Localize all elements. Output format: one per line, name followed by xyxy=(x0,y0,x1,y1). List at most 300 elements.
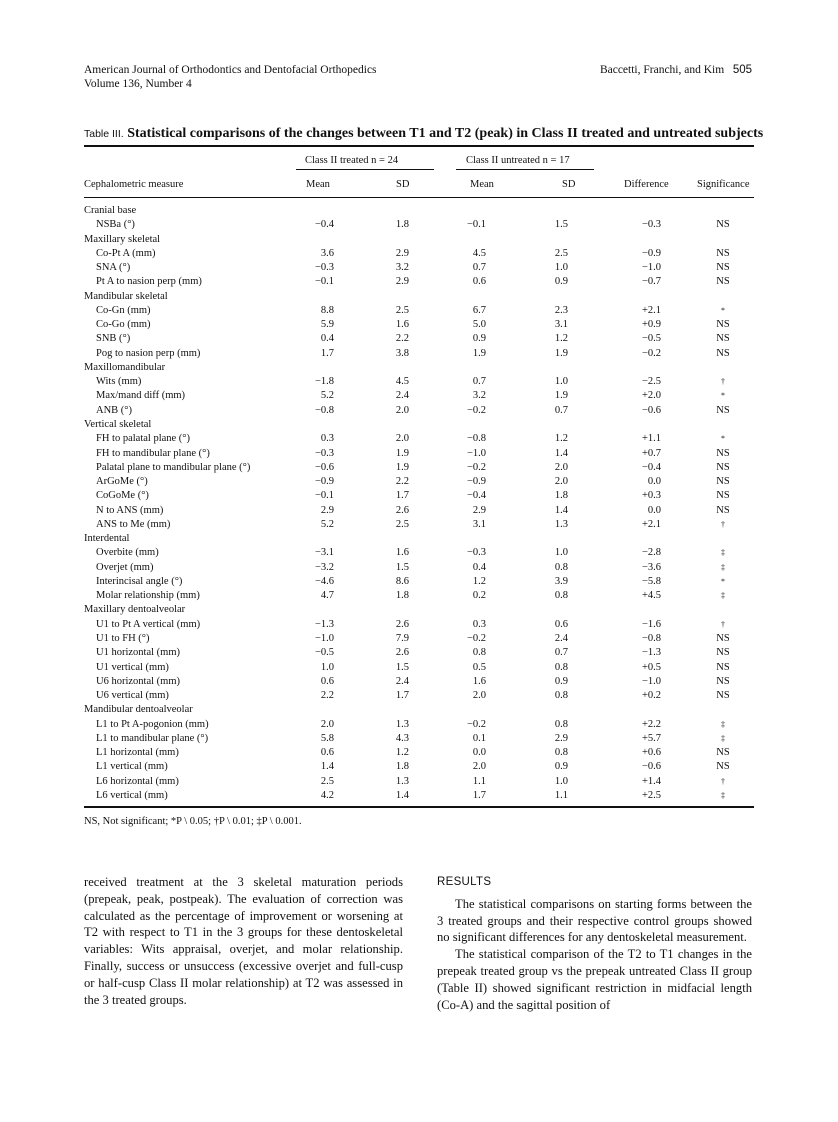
results-heading: RESULTS xyxy=(437,876,492,888)
significance-cell: NS xyxy=(716,647,730,659)
difference-cell: +2.5 xyxy=(641,789,661,801)
untreated-mean-cell: −0.1 xyxy=(466,219,486,231)
treated-mean-cell: −0.8 xyxy=(314,404,334,416)
untreated-sd-cell: 1.1 xyxy=(554,789,568,801)
significance-cell: † xyxy=(721,377,725,387)
table-row xyxy=(84,632,754,646)
measure-label: U1 vertical (mm) xyxy=(96,661,169,673)
treated-sd-cell: 1.3 xyxy=(395,775,409,787)
col-header-mean-untreated: Mean xyxy=(470,179,494,190)
treated-sd-cell: 2.0 xyxy=(395,433,409,445)
untreated-mean-cell: −0.2 xyxy=(466,632,486,644)
treated-sd-cell: 2.9 xyxy=(395,276,409,288)
treated-sd-cell: 1.5 xyxy=(395,661,409,673)
untreated-sd-cell: 0.8 xyxy=(554,690,568,702)
untreated-mean-cell: 6.7 xyxy=(472,304,486,316)
untreated-mean-cell: 0.7 xyxy=(472,376,486,388)
untreated-mean-cell: 1.2 xyxy=(472,575,486,587)
untreated-sd-cell: 1.0 xyxy=(554,376,568,388)
untreated-sd-cell: 2.9 xyxy=(554,732,568,744)
untreated-mean-cell: 2.9 xyxy=(472,504,486,516)
table-row xyxy=(84,732,754,746)
difference-cell: −0.7 xyxy=(641,276,661,288)
treated-mean-cell: 2.0 xyxy=(320,718,334,730)
treated-sd-cell: 3.2 xyxy=(395,262,409,274)
measure-label: ArGoMe (°) xyxy=(96,476,148,488)
untreated-mean-cell: 0.9 xyxy=(472,333,486,345)
measure-label: Overjet (mm) xyxy=(96,561,154,573)
significance-cell: * xyxy=(721,305,725,315)
table-row xyxy=(84,561,754,575)
significance-cell: NS xyxy=(716,690,730,702)
treated-mean-cell: −1.3 xyxy=(314,618,334,630)
treated-sd-cell: 2.6 xyxy=(395,618,409,630)
untreated-mean-cell: −0.2 xyxy=(466,404,486,416)
measure-label: FH to palatal plane (°) xyxy=(96,433,191,445)
difference-cell: +2.2 xyxy=(641,718,661,730)
measure-label: L1 to mandibular plane (°) xyxy=(96,732,209,744)
significance-cell: * xyxy=(721,576,725,586)
table-row xyxy=(84,347,754,361)
col-header-sd-treated: SD xyxy=(396,179,410,190)
treated-sd-cell: 1.7 xyxy=(395,690,409,702)
treated-mean-cell: −1.0 xyxy=(314,632,334,644)
right-column xyxy=(437,874,752,1013)
treated-mean-cell: −0.4 xyxy=(314,219,334,231)
measure-label: ANS to Me (mm) xyxy=(96,518,171,530)
measure-label: SNA (°) xyxy=(96,262,131,274)
table-row xyxy=(84,775,754,789)
untreated-sd-cell: 0.9 xyxy=(554,761,568,773)
untreated-mean-cell: 3.1 xyxy=(472,518,486,530)
measure-label: Max/mand diff (mm) xyxy=(96,390,186,402)
treated-mean-cell: −0.3 xyxy=(314,447,334,459)
untreated-mean-cell: 1.9 xyxy=(472,347,486,359)
table-row xyxy=(84,489,754,503)
treated-mean-cell: 5.2 xyxy=(320,390,334,402)
untreated-mean-cell: 2.0 xyxy=(472,690,486,702)
treated-sd-cell: 2.5 xyxy=(395,304,409,316)
treated-sd-cell: 2.2 xyxy=(395,476,409,488)
significance-cell: NS xyxy=(716,333,730,345)
measure-label: L1 to Pt A-pogonion (mm) xyxy=(96,718,209,730)
difference-cell: −1.3 xyxy=(641,647,661,659)
untreated-sd-cell: 0.9 xyxy=(554,276,568,288)
measure-label: Co-Go (mm) xyxy=(96,319,151,331)
measure-label: L6 vertical (mm) xyxy=(96,789,168,801)
treated-mean-cell: 0.3 xyxy=(320,433,334,445)
authors: Baccetti, Franchi, and Kim xyxy=(599,64,725,76)
significance-cell: NS xyxy=(716,347,730,359)
treated-sd-cell: 3.8 xyxy=(395,347,409,359)
difference-cell: +0.2 xyxy=(641,690,661,702)
untreated-mean-cell: 0.5 xyxy=(472,661,486,673)
table-category-row xyxy=(84,233,754,247)
difference-cell: +2.1 xyxy=(641,304,661,316)
treated-sd-cell: 2.2 xyxy=(395,333,409,345)
treated-sd-cell: 7.9 xyxy=(395,632,409,644)
difference-cell: −0.6 xyxy=(641,761,661,773)
treated-mean-cell: 2.5 xyxy=(320,775,334,787)
table-category-row xyxy=(84,290,754,304)
treated-mean-cell: 4.7 xyxy=(320,590,334,602)
untreated-sd-cell: 3.1 xyxy=(554,319,568,331)
treated-mean-cell: 8.8 xyxy=(320,304,334,316)
journal-name: American Journal of Orthodontics and Dentofacial Orthopedics xyxy=(84,64,377,76)
col-header-significance: Significance xyxy=(697,179,750,190)
treated-sd-cell: 4.3 xyxy=(395,732,409,744)
treated-sd-cell: 1.8 xyxy=(395,219,409,231)
category-label: Maxillary dentoalveolar xyxy=(84,604,186,616)
journal-volume: Volume 136, Number 4 xyxy=(84,78,192,90)
untreated-mean-cell: 2.0 xyxy=(472,761,486,773)
category-label: Vertical skeletal xyxy=(84,418,152,430)
difference-cell: +0.6 xyxy=(641,747,661,759)
untreated-mean-cell: 1.6 xyxy=(472,675,486,687)
measure-label: L6 horizontal (mm) xyxy=(96,775,179,787)
table-row xyxy=(84,318,754,332)
difference-cell: +1.4 xyxy=(641,775,661,787)
untreated-mean-cell: −0.2 xyxy=(466,718,486,730)
table-row xyxy=(84,760,754,774)
treated-sd-cell: 1.3 xyxy=(395,718,409,730)
untreated-sd-cell: 1.9 xyxy=(554,347,568,359)
significance-cell: NS xyxy=(716,262,730,274)
group-header-untreated: Class II untreated n = 17 xyxy=(466,155,570,166)
table-row xyxy=(84,261,754,275)
group-header-treated: Class II treated n = 24 xyxy=(305,155,399,166)
table-row xyxy=(84,789,754,803)
page-number: 505 xyxy=(732,64,752,76)
significance-cell: NS xyxy=(716,319,730,331)
untreated-sd-cell: 2.5 xyxy=(554,247,568,259)
treated-mean-cell: −0.1 xyxy=(314,276,334,288)
significance-cell: NS xyxy=(716,276,730,288)
table-category-row xyxy=(84,361,754,375)
difference-cell: +0.3 xyxy=(641,490,661,502)
treated-sd-cell: 1.7 xyxy=(395,490,409,502)
measure-label: L1 vertical (mm) xyxy=(96,761,168,773)
untreated-mean-cell: 3.2 xyxy=(472,390,486,402)
measure-label: NSBa (°) xyxy=(96,219,135,231)
difference-cell: −1.0 xyxy=(641,262,661,274)
untreated-sd-cell: 1.4 xyxy=(554,504,568,516)
untreated-sd-cell: 1.0 xyxy=(554,262,568,274)
treated-mean-cell: −1.8 xyxy=(314,376,334,388)
col-header-measure: Cephalometric measure xyxy=(84,179,184,190)
untreated-sd-cell: 1.0 xyxy=(554,547,568,559)
difference-cell: −0.2 xyxy=(641,347,661,359)
untreated-sd-cell: 0.8 xyxy=(554,718,568,730)
table-caption xyxy=(84,126,763,142)
untreated-sd-cell: 1.2 xyxy=(554,333,568,345)
untreated-sd-cell: 1.5 xyxy=(554,219,568,231)
col-header-sd-untreated: SD xyxy=(562,179,576,190)
measure-label: U6 vertical (mm) xyxy=(96,690,169,702)
treated-sd-cell: 1.4 xyxy=(395,789,409,801)
treated-mean-cell: 5.2 xyxy=(320,518,334,530)
table-row xyxy=(84,575,754,589)
significance-cell: NS xyxy=(716,476,730,488)
table-row xyxy=(84,432,754,446)
table-row xyxy=(84,646,754,660)
table-category-row xyxy=(84,703,754,717)
untreated-sd-cell: 2.3 xyxy=(554,304,568,316)
difference-cell: +0.9 xyxy=(641,319,661,331)
difference-cell: −0.9 xyxy=(641,247,661,259)
treated-sd-cell: 1.9 xyxy=(395,447,409,459)
treated-mean-cell: 0.4 xyxy=(320,333,334,345)
table-row xyxy=(84,689,754,703)
table-row xyxy=(84,247,754,261)
untreated-mean-cell: 0.2 xyxy=(472,590,486,602)
difference-cell: +2.0 xyxy=(641,390,661,402)
measure-label: L1 horizontal (mm) xyxy=(96,747,179,759)
treated-mean-cell: 0.6 xyxy=(320,747,334,759)
treated-mean-cell: −0.6 xyxy=(314,461,334,473)
difference-cell: −2.8 xyxy=(641,547,661,559)
significance-cell: ‡ xyxy=(721,790,725,800)
treated-mean-cell: 5.8 xyxy=(320,732,334,744)
untreated-sd-cell: 0.7 xyxy=(554,647,568,659)
treated-sd-cell: 1.8 xyxy=(395,590,409,602)
untreated-mean-cell: 4.5 xyxy=(472,247,486,259)
significance-cell: † xyxy=(721,619,725,629)
measure-label: U1 to Pt A vertical (mm) xyxy=(96,618,201,630)
untreated-mean-cell: 1.7 xyxy=(472,789,486,801)
category-label: Maxillary skeletal xyxy=(84,233,161,245)
category-label: Cranial base xyxy=(84,205,137,216)
measure-label: CoGoMe (°) xyxy=(96,490,149,502)
treated-sd-cell: 8.6 xyxy=(395,575,409,587)
table-category-row xyxy=(84,204,754,218)
measure-label: Wits (mm) xyxy=(96,376,142,388)
significance-cell: † xyxy=(721,519,725,529)
difference-cell: −0.6 xyxy=(641,404,661,416)
untreated-sd-cell: 2.4 xyxy=(554,632,568,644)
treated-mean-cell: −0.9 xyxy=(314,476,334,488)
untreated-mean-cell: 1.1 xyxy=(472,775,486,787)
results-paragraph-1: The statistical comparisons on starting forms between the 3 treated groups and their respective control groups showed no significant differences for any dentoskeletal measurement. xyxy=(437,896,752,945)
treated-mean-cell: 1.0 xyxy=(320,661,334,673)
treated-mean-cell: 5.9 xyxy=(320,319,334,331)
measure-label: Co-Pt A (mm) xyxy=(96,247,156,259)
significance-cell: ‡ xyxy=(721,562,725,572)
table-row xyxy=(84,447,754,461)
significance-cell: NS xyxy=(716,661,730,673)
table-row xyxy=(84,404,754,418)
significance-cell: NS xyxy=(716,247,730,259)
measure-label: SNB (°) xyxy=(96,333,131,345)
untreated-mean-cell: 0.6 xyxy=(472,276,486,288)
treated-mean-cell: 2.9 xyxy=(320,504,334,516)
treated-sd-cell: 1.8 xyxy=(395,761,409,773)
difference-cell: +0.5 xyxy=(641,661,661,673)
table-row xyxy=(84,618,754,632)
treated-mean-cell: −4.6 xyxy=(314,575,334,587)
untreated-sd-cell: 2.0 xyxy=(554,476,568,488)
untreated-sd-cell: 0.7 xyxy=(554,404,568,416)
untreated-mean-cell: −0.2 xyxy=(466,461,486,473)
category-label: Interdental xyxy=(84,533,130,545)
significance-cell: NS xyxy=(716,447,730,459)
significance-cell: NS xyxy=(716,461,730,473)
table-row xyxy=(84,332,754,346)
significance-cell: NS xyxy=(716,675,730,687)
difference-cell: −2.5 xyxy=(641,376,661,388)
treated-sd-cell: 2.6 xyxy=(395,504,409,516)
significance-cell: ‡ xyxy=(721,591,725,601)
untreated-sd-cell: 1.2 xyxy=(554,433,568,445)
table-category-row xyxy=(84,532,754,546)
table-title: Statistical comparisons of the changes between T1 and T2 (peak) in Class II treated and untreated subjects xyxy=(127,126,764,141)
col-header-difference: Difference xyxy=(624,179,669,190)
treated-sd-cell: 2.5 xyxy=(395,518,409,530)
significance-cell: NS xyxy=(716,404,730,416)
significance-cell: NS xyxy=(716,632,730,644)
difference-cell: −5.8 xyxy=(641,575,661,587)
measure-label: Overbite (mm) xyxy=(96,547,159,559)
treated-sd-cell: 2.4 xyxy=(395,675,409,687)
untreated-sd-cell: 0.6 xyxy=(554,618,568,630)
difference-cell: −3.6 xyxy=(641,561,661,573)
measure-label: U1 horizontal (mm) xyxy=(96,647,180,659)
measure-label: Co-Gn (mm) xyxy=(96,304,151,316)
difference-cell: +5.7 xyxy=(641,732,661,744)
table-row xyxy=(84,218,754,232)
untreated-mean-cell: −0.8 xyxy=(466,433,486,445)
significance-cell: † xyxy=(721,776,725,786)
untreated-mean-cell: 5.0 xyxy=(472,319,486,331)
untreated-mean-cell: 0.8 xyxy=(472,647,486,659)
table-footnote: NS, Not significant; *P \ 0.05; †P \ 0.01; ‡P \ 0.001. xyxy=(84,816,302,827)
significance-cell: * xyxy=(721,434,725,444)
table-top-rule xyxy=(84,145,754,147)
left-paragraph: received treatment at the 3 skeletal maturation periods (prepeak, peak, postpeak). The evaluation of correction was calculated as the percentage of improvement or worsening at T2 with respect to T1 in the 3 groups for these dentoskeletal variables: Wits appraisal, overjet, and molar relationship. Finally, success or unsuccess (excessive overjet and full-cusp or half-cusp Class II molar relationship) at T2 was assessed in the 3 treated groups. xyxy=(84,875,403,1007)
treated-mean-cell: −0.5 xyxy=(314,647,334,659)
untreated-mean-cell: 0.3 xyxy=(472,618,486,630)
table-category-row xyxy=(84,603,754,617)
running-head xyxy=(600,63,752,77)
treated-sd-cell: 2.6 xyxy=(395,647,409,659)
table-row xyxy=(84,375,754,389)
table-row xyxy=(84,304,754,318)
significance-cell: ‡ xyxy=(721,548,725,558)
table-category-row xyxy=(84,418,754,432)
treated-sd-cell: 1.2 xyxy=(395,747,409,759)
measure-label: Molar relationship (mm) xyxy=(96,590,200,602)
measure-label: FH to mandibular plane (°) xyxy=(96,447,210,459)
untreated-sd-cell: 1.4 xyxy=(554,447,568,459)
measure-label: Pt A to nasion perp (mm) xyxy=(96,276,202,288)
untreated-sd-cell: 1.9 xyxy=(554,390,568,402)
table-body xyxy=(84,204,754,803)
untreated-mean-cell: 0.4 xyxy=(472,561,486,573)
treated-mean-cell: −0.3 xyxy=(314,262,334,274)
category-label: Maxillomandibular xyxy=(84,361,166,373)
table-row xyxy=(84,661,754,675)
untreated-mean-cell: −0.3 xyxy=(466,547,486,559)
significance-cell: * xyxy=(721,391,725,401)
treated-mean-cell: 3.6 xyxy=(320,247,334,259)
table-bottom-rule xyxy=(84,806,754,808)
untreated-sd-cell: 0.8 xyxy=(554,747,568,759)
header-rule xyxy=(84,197,754,198)
untreated-sd-cell: 1.3 xyxy=(554,518,568,530)
difference-cell: +2.1 xyxy=(641,518,661,530)
treated-sd-cell: 2.4 xyxy=(395,390,409,402)
measure-label: N to ANS (mm) xyxy=(96,504,164,516)
difference-cell: −0.4 xyxy=(641,461,661,473)
untreated-sd-cell: 2.0 xyxy=(554,461,568,473)
table-row xyxy=(84,589,754,603)
table-row xyxy=(84,675,754,689)
difference-cell: +4.5 xyxy=(641,590,661,602)
treated-sd-cell: 1.5 xyxy=(395,561,409,573)
untreated-sd-cell: 0.9 xyxy=(554,675,568,687)
untreated-mean-cell: 0.1 xyxy=(472,732,486,744)
untreated-mean-cell: 0.0 xyxy=(472,747,486,759)
untreated-mean-cell: −0.9 xyxy=(466,476,486,488)
category-label: Mandibular skeletal xyxy=(84,290,168,302)
table-row xyxy=(84,504,754,518)
treated-mean-cell: −0.1 xyxy=(314,490,334,502)
treated-mean-cell: 4.2 xyxy=(320,789,334,801)
table-row xyxy=(84,518,754,532)
category-label: Mandibular dentoalveolar xyxy=(84,704,193,716)
measure-label: U1 to FH (°) xyxy=(96,632,150,644)
treated-mean-cell: −3.1 xyxy=(314,547,334,559)
significance-cell: ‡ xyxy=(721,733,725,743)
difference-cell: −1.0 xyxy=(641,675,661,687)
difference-cell: −1.6 xyxy=(641,618,661,630)
treated-sd-cell: 1.6 xyxy=(395,547,409,559)
table-row xyxy=(84,275,754,289)
table-row xyxy=(84,389,754,403)
treated-sd-cell: 4.5 xyxy=(395,376,409,388)
measure-label: Pog to nasion perp (mm) xyxy=(96,347,201,359)
treated-mean-cell: 1.7 xyxy=(320,347,334,359)
treated-sd-cell: 2.9 xyxy=(395,247,409,259)
group-rule-treated xyxy=(296,169,434,170)
difference-cell: −0.3 xyxy=(641,219,661,231)
significance-cell: NS xyxy=(716,490,730,502)
significance-cell: NS xyxy=(716,761,730,773)
treated-mean-cell: 2.2 xyxy=(320,690,334,702)
table-label: Table III. xyxy=(84,128,124,140)
untreated-sd-cell: 3.9 xyxy=(554,575,568,587)
treated-sd-cell: 1.9 xyxy=(395,461,409,473)
difference-cell: 0.0 xyxy=(647,504,661,516)
untreated-sd-cell: 0.8 xyxy=(554,661,568,673)
left-column xyxy=(84,874,403,1008)
untreated-mean-cell: −1.0 xyxy=(466,447,486,459)
significance-cell: NS xyxy=(716,219,730,231)
table-row xyxy=(84,746,754,760)
difference-cell: −0.5 xyxy=(641,333,661,345)
measure-label: U6 horizontal (mm) xyxy=(96,675,180,687)
treated-sd-cell: 1.6 xyxy=(395,319,409,331)
treated-mean-cell: 1.4 xyxy=(320,761,334,773)
significance-cell: NS xyxy=(716,747,730,759)
significance-cell: ‡ xyxy=(721,719,725,729)
untreated-sd-cell: 1.8 xyxy=(554,490,568,502)
untreated-mean-cell: 0.7 xyxy=(472,262,486,274)
group-rule-untreated xyxy=(456,169,594,170)
difference-cell: 0.0 xyxy=(647,476,661,488)
untreated-sd-cell: 1.0 xyxy=(554,775,568,787)
difference-cell: +0.7 xyxy=(641,447,661,459)
